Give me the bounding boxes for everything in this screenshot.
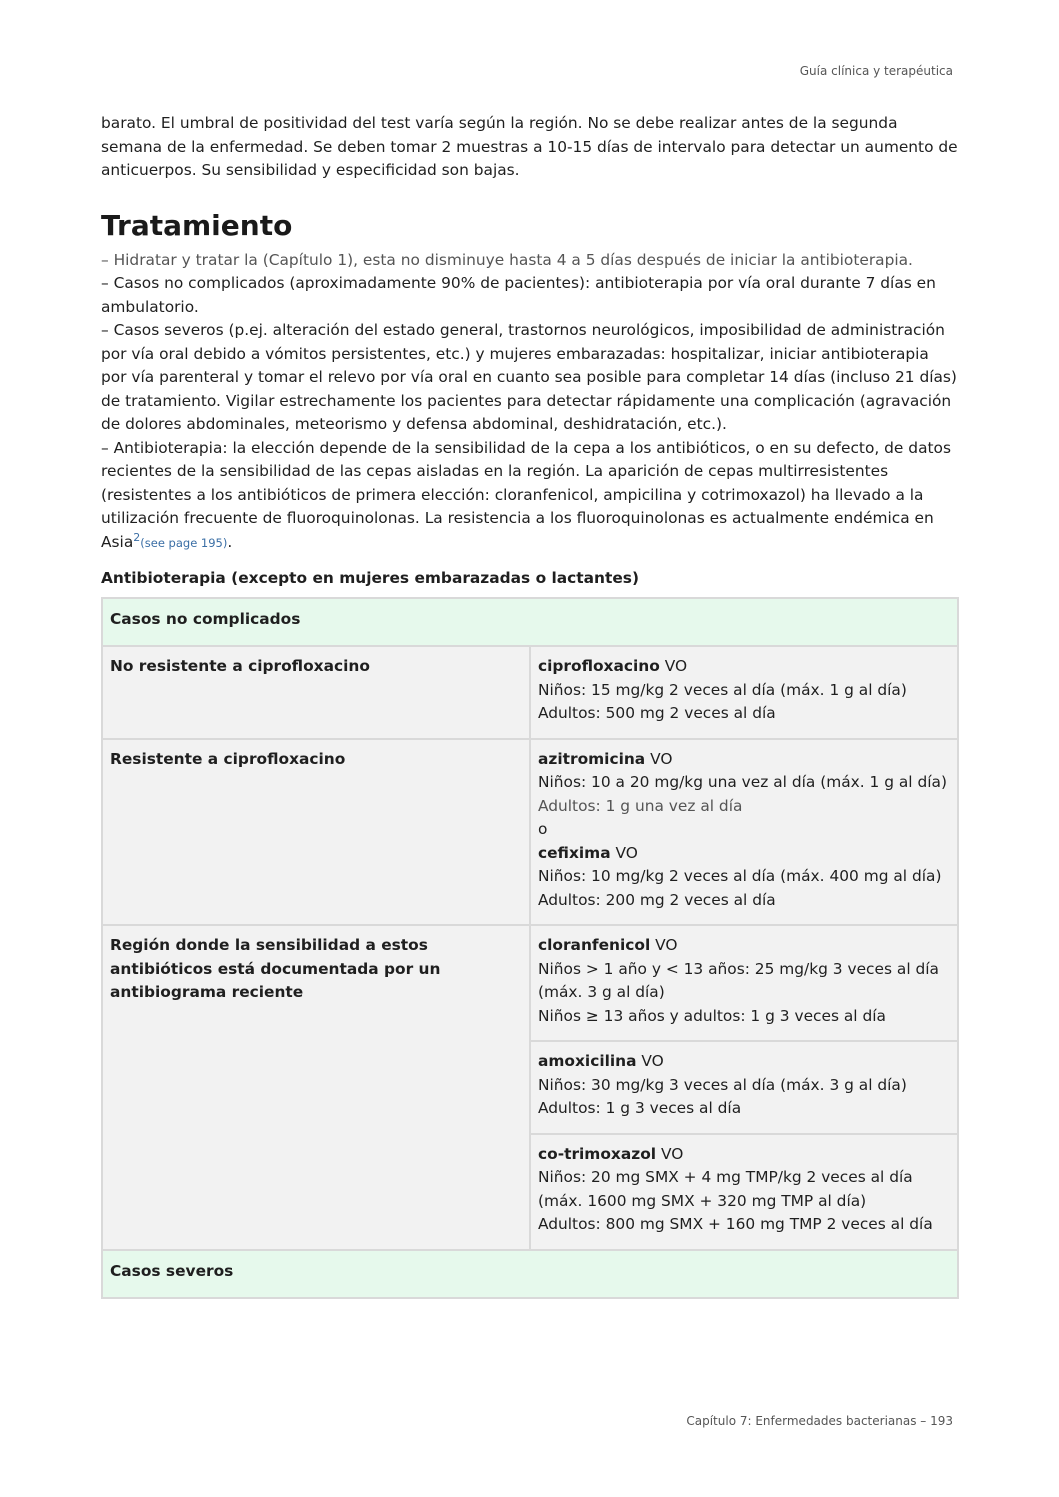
table-row <box>102 739 958 926</box>
regimen-cell <box>530 739 958 926</box>
bullet-antibiotherapy <box>101 437 959 556</box>
antibiotherapy-table <box>101 597 959 1300</box>
drug-name: cloranfenicol <box>538 936 651 954</box>
running-header: Guía clínica y terapéutica <box>799 64 953 78</box>
drug-line <box>538 1143 950 1167</box>
dose-line: Niños: 30 mg/kg 3 veces al día (máx. 3 g al día) <box>538 1075 907 1094</box>
row-label: No resistente a ciprofloxacino <box>102 646 530 739</box>
table-title: Antibioterapia (excepto en mujeres embarazadas o lactantes) <box>101 569 639 587</box>
dose-line: Niños: 20 mg SMX + 4 mg TMP/kg 2 veces al día (máx. 1600 mg SMX + 320 mg TMP al día) <box>538 1168 913 1210</box>
regimen-cell <box>530 925 958 1041</box>
table-row <box>102 598 958 647</box>
drug-name: co-trimoxazol <box>538 1144 657 1163</box>
dose-line: Adultos: 800 mg SMX + 160 mg TMP 2 veces al día <box>538 1215 933 1233</box>
intro-paragraph: barato. El umbral de positividad del test varía según la región. No se debe realizar antes de la segunda semana de la enfermedad. Se deben tomar 2 muestras a 10-15 días de intervalo para detectar un aumento de anticuerpos. Su sensibilidad y especificidad son bajas. <box>101 114 958 179</box>
bullet-uncomplicated: – Casos no complicados (aproximadamente 90% de pacientes): antibioterapia por vía oral durante 7 días en ambulatorio. <box>101 274 936 316</box>
table-row <box>102 925 958 1041</box>
table-row <box>102 646 958 739</box>
route: VO <box>650 936 678 954</box>
drug-line <box>538 655 950 679</box>
bullet-hydrate: – Hidratar y tratar la (Capítulo 1), esta no disminuye hasta 4 a 5 días después de iniciar la antibioterapia. <box>101 250 913 269</box>
drug-line <box>538 934 950 958</box>
dose-line: Adultos: 1 g una vez al día <box>538 796 743 815</box>
section-heading: Tratamiento <box>101 208 293 242</box>
sentence-end: . <box>227 532 233 551</box>
drug-line <box>538 748 950 772</box>
bullet-severe: – Casos severos (p.ej. alteración del estado general, trastornos neurológicos, imposibilidad de administración por vía oral debido a vómitos persistentes, etc.) y mujeres embarazadas: hospitalizar, iniciar antibioterapia por vía parenteral y tomar el relevo por vía oral en cuanto sea posible para completar 14 días (incluso 21 días) de tratamiento. Vigilar estrechamente los pacientes para detectar rápidamente una complicación (agravación de dolores abdominales, meteorismo y defensa abdominal, deshidratación, etc.). <box>101 321 957 433</box>
route: VO <box>659 657 688 675</box>
dose-line: Niños > 1 año y < 13 años: 25 mg/kg 3 veces al día (máx. 3 g al día) <box>538 959 939 1001</box>
dose-line: Niños ≥ 13 años y adultos: 1 g 3 veces al día <box>538 1006 886 1025</box>
route: VO <box>636 1052 664 1070</box>
drug-name: ciprofloxacino <box>538 657 660 675</box>
route: VO <box>645 749 673 768</box>
drug-name: azitromicina <box>538 749 646 768</box>
page-content <box>101 112 959 1299</box>
regimen-cell <box>530 646 958 739</box>
antibiotherapy-text: – Antibioterapia: la elección depende de la sensibilidad de la cepa a los antibióticos, o en su defecto, de datos recientes de la sensibilidad de las cepas aisladas en la región. La aparición de cepas multirresistentes (resistentes a los antibióticos de primera elección: cloranfenicol, ampicilina y cotrimoxazol) ha llevado a la utilización frecuente de fluoroquinolonas. La resistencia a los fluoroquinolonas es actualmente endémica en Asia <box>101 438 951 551</box>
dose-line: Niños: 10 mg/kg 2 veces al día (máx. 400 mg al día) <box>538 867 942 885</box>
dose-line: Niños: 10 a 20 mg/kg una vez al día (máx. 1 g al día) <box>538 773 947 791</box>
route: VO <box>610 843 638 862</box>
route: VO <box>656 1144 684 1163</box>
dose-line: Adultos: 200 mg 2 veces al día <box>538 890 776 909</box>
dose-line: Adultos: 1 g 3 veces al día <box>538 1099 742 1117</box>
section-row-uncomplicated: Casos no complicados <box>102 598 958 647</box>
or-separator: o <box>538 820 548 838</box>
section-row-severe: Casos severos <box>102 1250 958 1299</box>
table-row <box>102 1250 958 1299</box>
drug-line <box>538 1050 950 1074</box>
row-label: Resistente a ciprofloxacino <box>102 739 530 926</box>
dose-line: Adultos: 500 mg 2 veces al día <box>538 704 776 722</box>
regimen-cell <box>530 1041 958 1134</box>
drug-line <box>538 842 950 866</box>
regimen-cell <box>530 1134 958 1250</box>
see-page-link[interactable]: (see page 195) <box>140 535 228 550</box>
drug-name: cefixima <box>538 843 611 862</box>
page-footer: Capítulo 7: Enfermedades bacterianas – 193 <box>686 1414 953 1428</box>
footnote-ref[interactable]: 2 <box>133 530 141 544</box>
dose-line: Niños: 15 mg/kg 2 veces al día (máx. 1 g al día) <box>538 680 907 699</box>
drug-name: amoxicilina <box>538 1052 637 1070</box>
row-label: Región donde la sensibilidad a estos antibióticos está documentada por un antibiograma reciente <box>102 925 530 1250</box>
